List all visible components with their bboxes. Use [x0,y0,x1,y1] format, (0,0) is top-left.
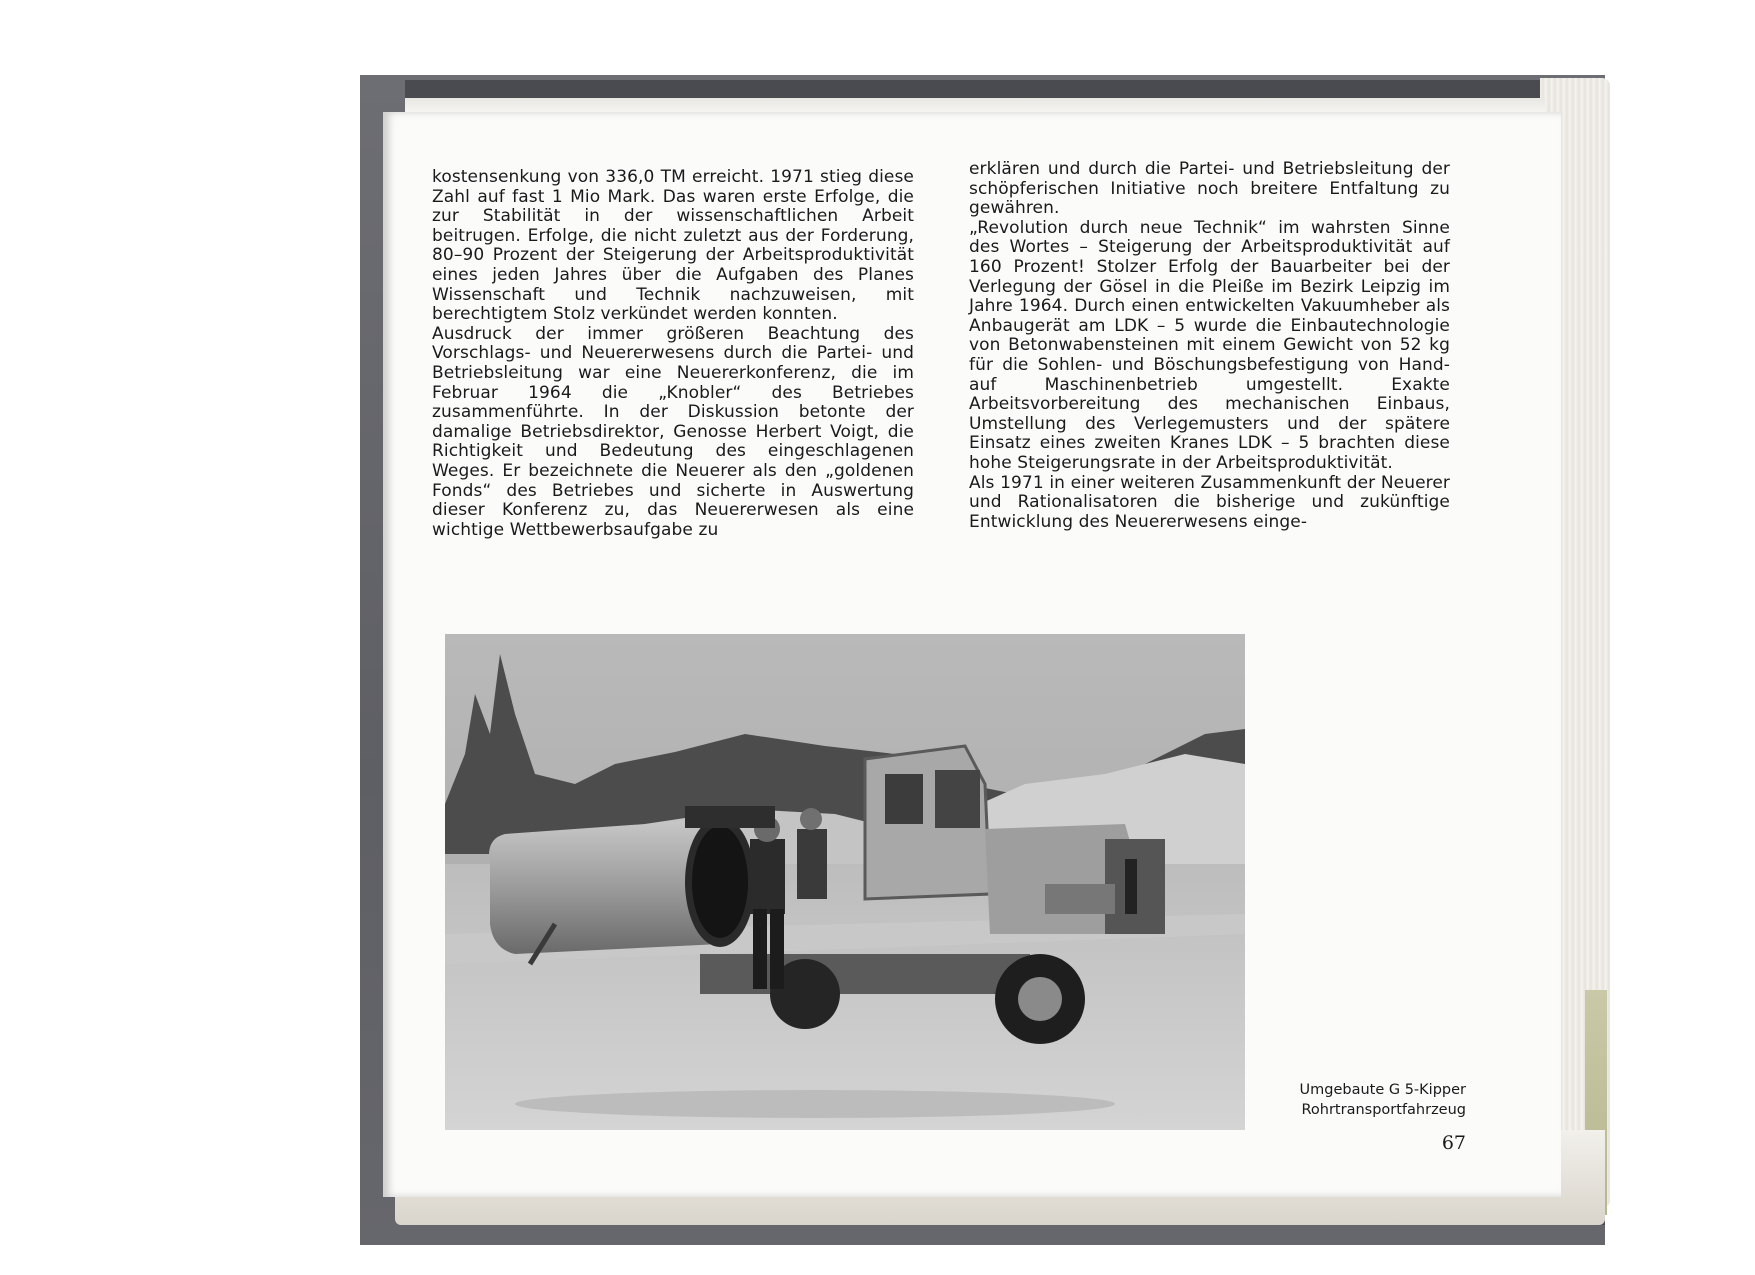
page-number: 67 [1441,1132,1466,1154]
left-text-column: kostensenkung von 336,0 TM erreicht. 1971 stieg diese Zahl auf fast 1 Mio Mark. Das waren erste Erfolge, die zur Stabilität in der wissenschaftlichen Arbeit beitrugen. Erfolge, die nicht zuletzt aus der Forderung, 80–90 Prozent der Steigerung der Arbeitsproduktivität eines jeden Jahres über die Aufgaben des Planes Wissenschaft und Technik nachzuweisen, mit berechtigtem Stolz verkündet werden konnten. Ausdruck der immer größeren Beachtung des Vorschlags- und Neuererwesens durch die Partei- und Betriebsleitung war eine Neuererkonferenz, die im Februar 1964 die „Knobler“ des Betriebes zusammenführte. In der Diskussion betonte der damalige Betriebsdirektor, Genosse Herbert Voigt, die Richtigkeit und Bedeutung des eingeschlagenen Weges. Er bezeichnete die Neuerer als den „goldenen Fonds“ des Betriebes und sicherte in Auswertung dieser Konferenz zu, das Neuererwesen als eine wichtige Wettbewerbsaufgabe zu [432,167,914,540]
truck-photo [445,634,1245,1130]
caption-line-1: Umgebaute G 5-Kipper [1299,1082,1466,1098]
photo-caption [1256,1080,1466,1120]
right-text-column: erklären und durch die Partei- und Betriebsleitung der schöpferischen Initiative noch breitere Entfaltung zu gewähren. „Revolution durch neue Technik“ im wahrsten Sinne des Wortes – Steigerung der Arbeitsproduktivität auf 160 Prozent! Stolzer Erfolg der Bauarbeiter bei der Verlegung der Gösel in die Pleiße im Bezirk Leipzig im Jahre 1964. Durch einen entwickelten Vakuumheber als Anbaugerät am LDK – 5 wurde die Einbautechnologie von Betonwabensteinen mit einem Gewicht von 52 kg für die Sohlen- und Böschungsbefestigung von Hand- auf Maschinenbetrieb umgestellt. Exakte Arbeitsvorbereitung des mechanischen Einbaus, Umstellung des Verlegemusters und der spätere Einsatz eines zweiten Kranes LDK – 5 brachten diese hohe Steigerungsrate in der Arbeitsproduktivität. Als 1971 in einer weiteren Zusammenkunft der Neuerer und Rationalisatoren die bisherige und zukünftige Entwicklung des Neuererwesens einge- [969,159,1450,532]
caption-line-2: Rohrtransportfahrzeug [1301,1102,1466,1118]
